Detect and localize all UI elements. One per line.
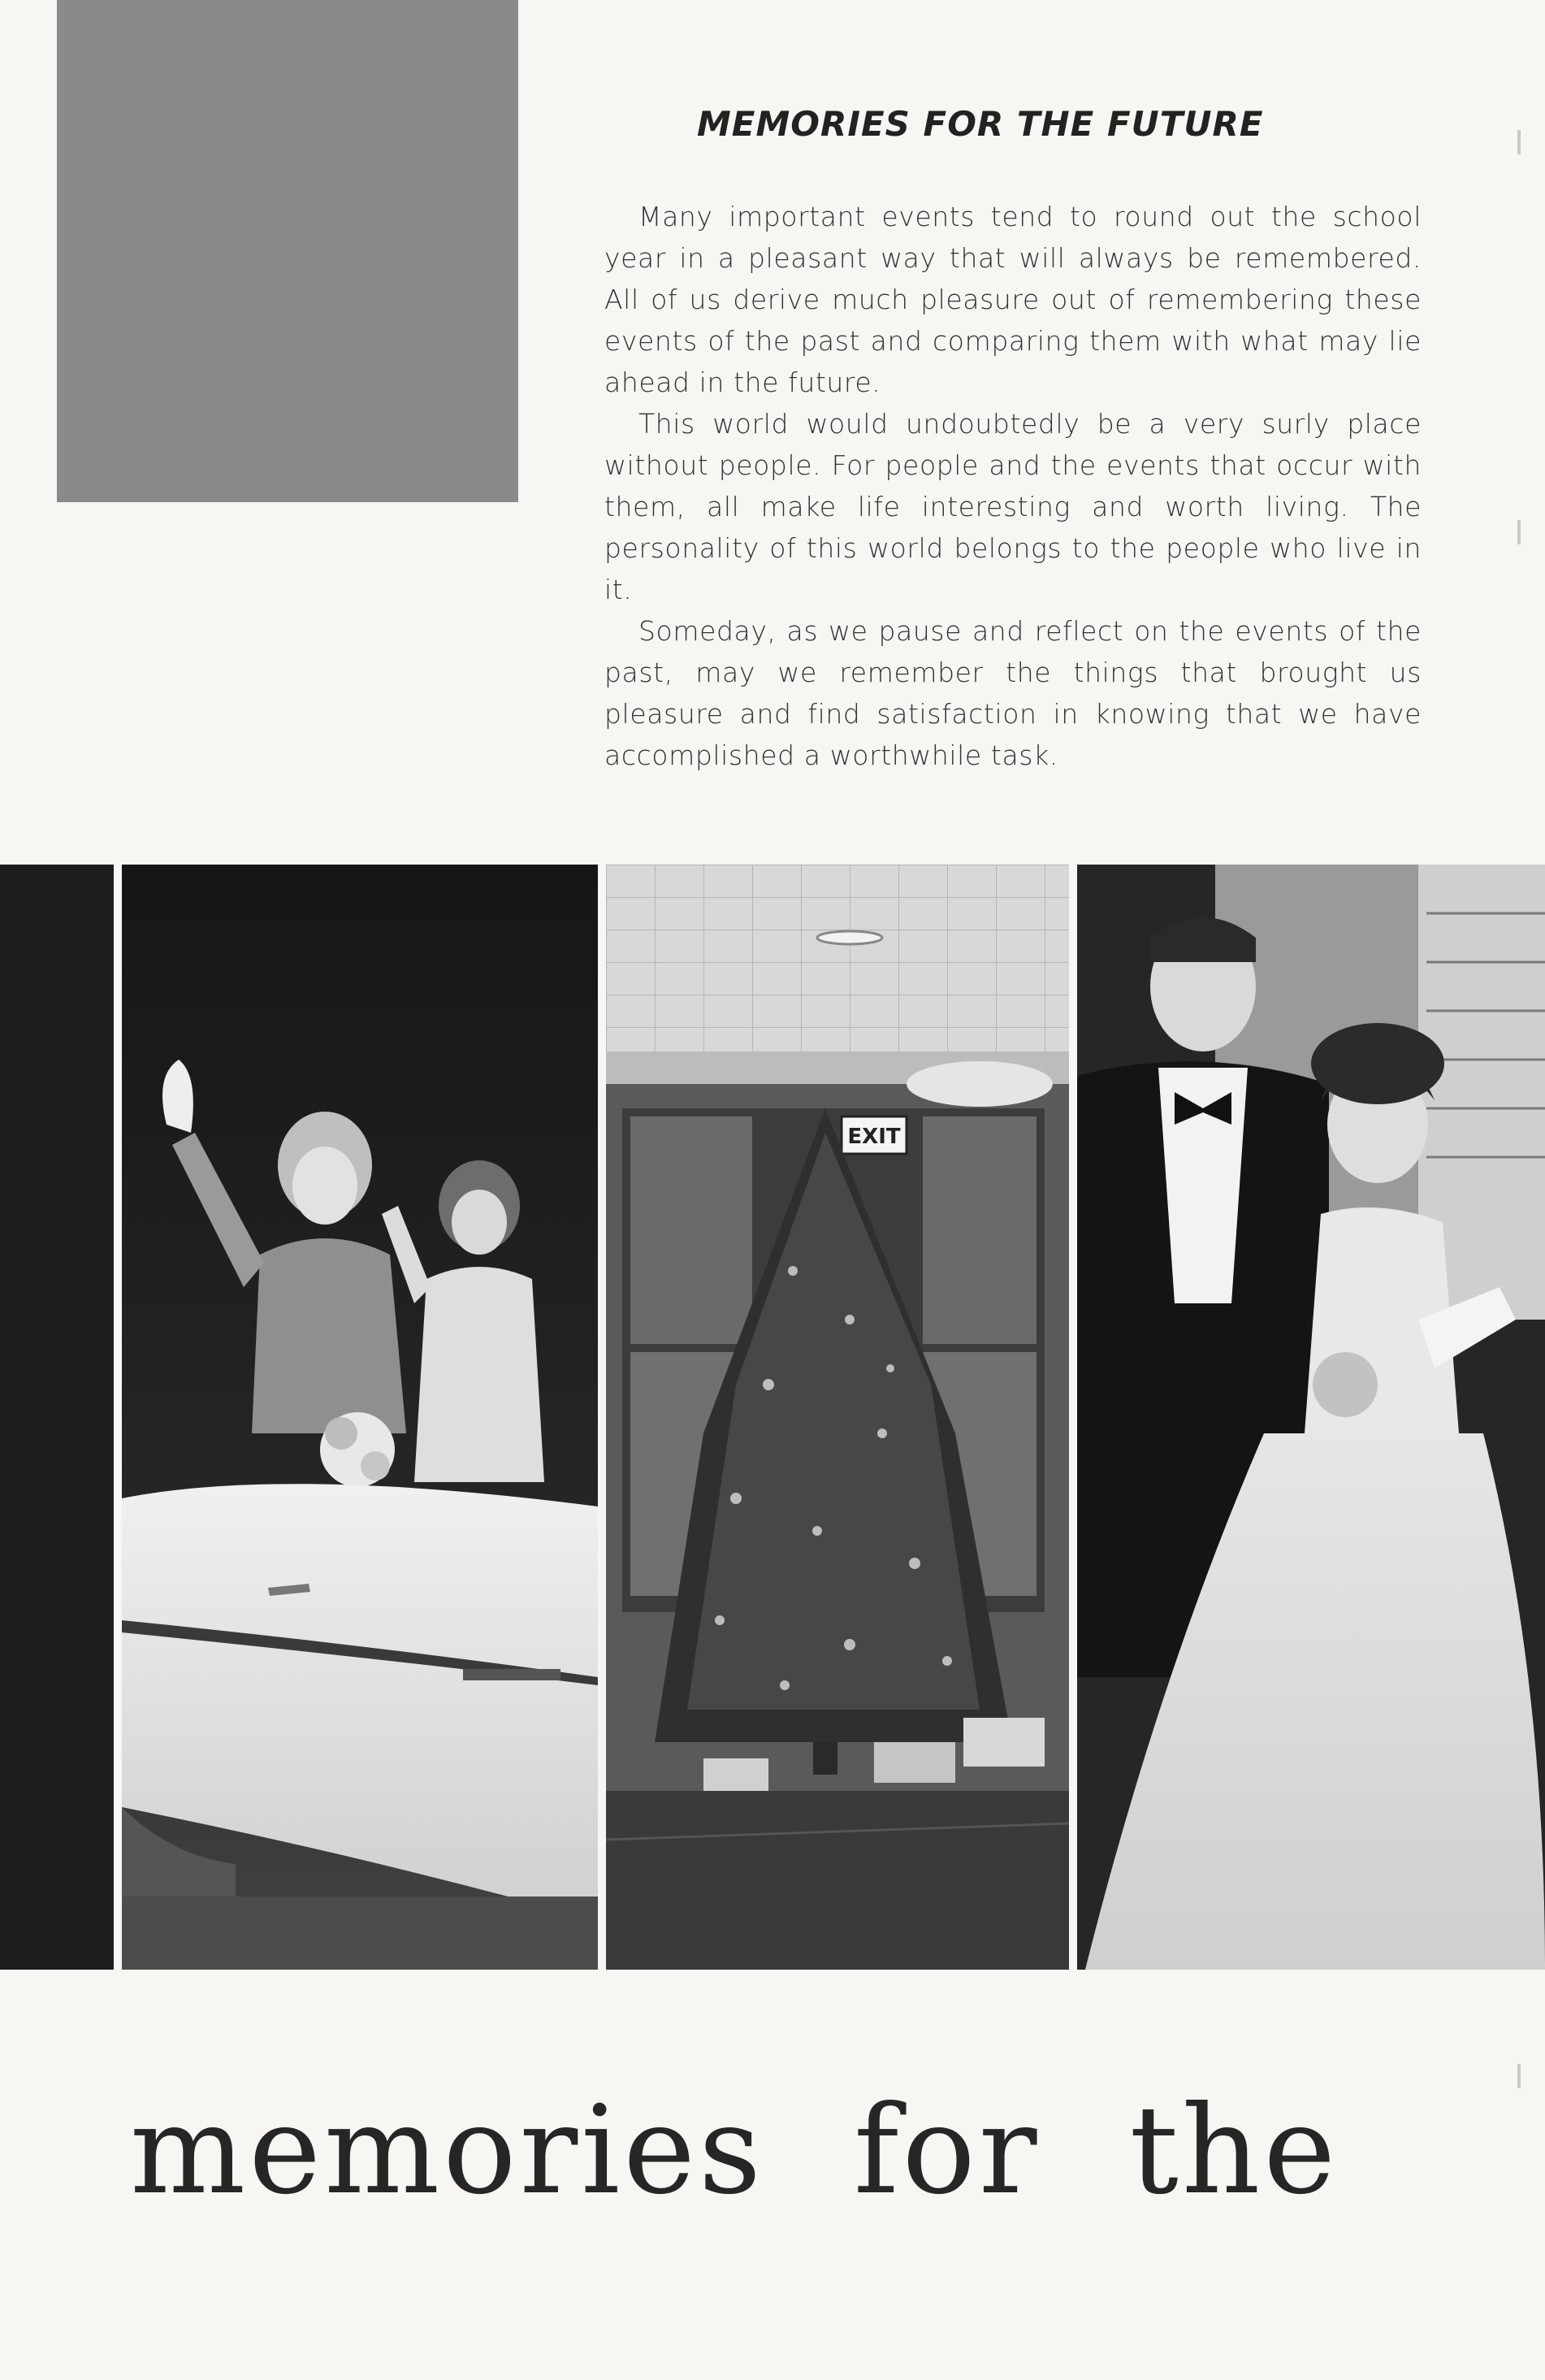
page-edge-mark (1517, 520, 1521, 544)
dark-photo-edge (0, 865, 114, 1970)
photo-strip (0, 865, 1545, 1970)
article-paragraph: Someday, as we pause and reflect on the events of the past, may we remember the things that brought us pleasure and find satisfaction in knowing that we have accomplished a worthwhile task. (604, 615, 1422, 771)
gray-block (57, 0, 518, 502)
article (604, 104, 1422, 776)
title-word: the (1129, 2080, 1339, 2222)
article-paragraph: Many important events tend to round out the school year in a pleasant way that will always be remembered. All of us derive much pleasure out of remembering these events of the past and comparing them with what may lie ahead in the future. (604, 201, 1422, 398)
title-word: memories (130, 2080, 764, 2222)
page-edge-mark (1517, 2064, 1521, 2088)
photo-prom-couple (1077, 865, 1545, 1970)
photo-parade-convertible (122, 865, 598, 1970)
article-paragraph: This world would undoubtedly be a very surly place without people. For people and the events that occur with them, all make life interesting and worth living. The personality of this world belongs to the people who live in it. (604, 408, 1422, 605)
decorative-title (130, 2080, 1527, 2222)
title-word: for (853, 2080, 1041, 2222)
article-heading: MEMORIES FOR THE FUTURE (697, 104, 1264, 144)
photo-christmas-tree (606, 865, 1069, 1970)
exit-sign: EXIT (847, 1125, 901, 1149)
page-edge-mark (1517, 130, 1521, 154)
